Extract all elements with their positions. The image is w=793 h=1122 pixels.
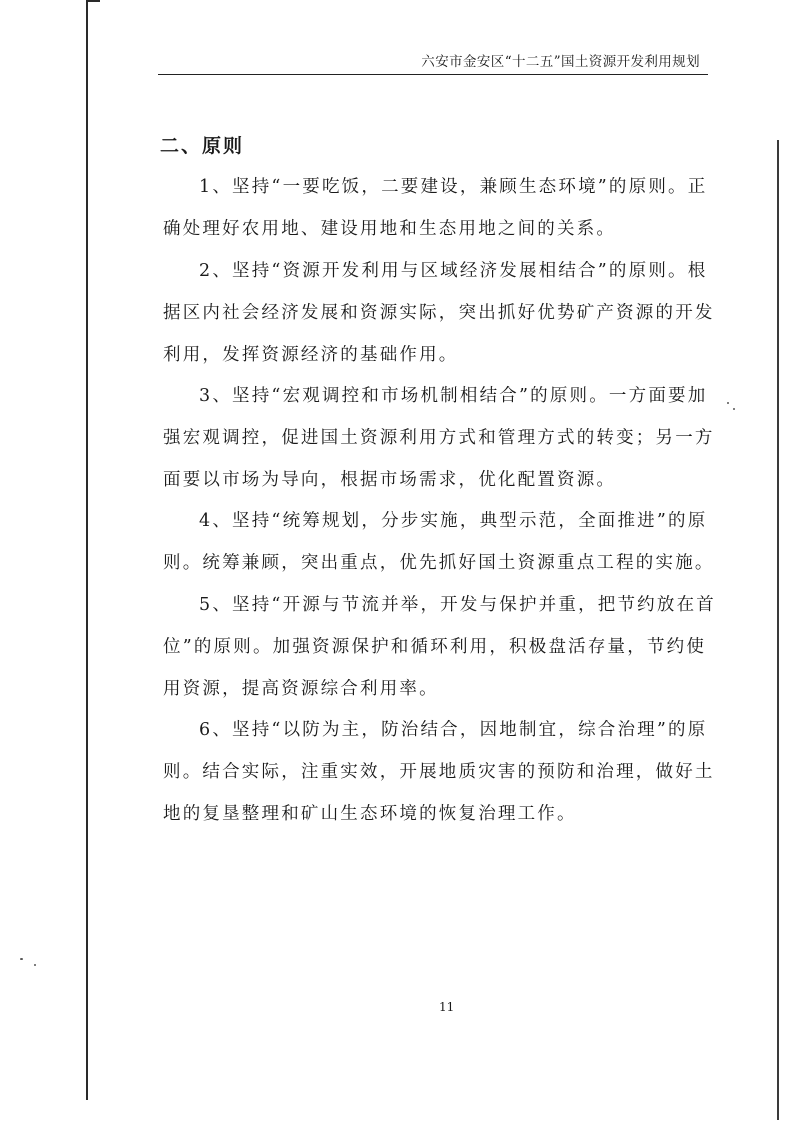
principle-line: 2、坚持“资源开发利用与区域经济发展相结合”的原则。根 xyxy=(199,261,708,281)
principle-line: 4、坚持“统筹规划，分步实施，典型示范，全面推进”的原 xyxy=(199,511,708,531)
principle-line: 据区内社会经济发展和资源实际，突出抓好优势矿产资源的开发 xyxy=(163,303,715,323)
scan-edge-left xyxy=(86,0,88,1100)
scan-speck xyxy=(20,958,23,960)
principle-2 xyxy=(163,250,715,376)
page-number: 11 xyxy=(439,1000,455,1014)
scan-edge-left-top xyxy=(86,0,100,2)
principle-line: 则。统筹兼顾，突出重点，优先抓好国土资源重点工程的实施。 xyxy=(163,553,715,573)
principle-line: 确处理好农用地、建设用地和生态用地之间的关系。 xyxy=(163,219,617,239)
principle-line: 地的复垦整理和矿山生态环境的恢复治理工作。 xyxy=(163,804,577,824)
principle-5 xyxy=(163,584,716,710)
principle-line: 利用，发挥资源经济的基础作用。 xyxy=(163,345,459,365)
principle-line: 6、坚持“以防为主，防治结合，因地制宜，综合治理”的原 xyxy=(199,720,708,740)
principle-line: 则。结合实际，注重实效，开展地质灾害的预防和治理，做好土 xyxy=(163,762,715,782)
principle-4 xyxy=(163,500,715,584)
scan-edge-right xyxy=(777,140,779,1120)
principle-line: 用资源，提高资源综合利用率。 xyxy=(163,679,439,699)
principle-1 xyxy=(163,166,707,250)
scan-speck xyxy=(727,402,729,404)
principle-3 xyxy=(163,375,715,501)
scan-speck xyxy=(34,964,36,966)
principle-line: 3、坚持“宏观调控和市场机制相结合”的原则。一方面要加 xyxy=(199,386,708,406)
scan-speck xyxy=(733,408,735,410)
principle-line: 位”的原则。加强资源保护和循环利用，积极盘活存量，节约使 xyxy=(163,637,707,657)
running-header xyxy=(158,50,708,75)
principle-6 xyxy=(163,709,715,835)
principle-line: 强宏观调控，促进国土资源利用方式和管理方式的转变；另一方 xyxy=(163,428,715,448)
document-header-title: 六安市金安区“十二五”国土资源开发利用规划 xyxy=(421,54,700,70)
principle-line: 1、坚持“一要吃饭，二要建设，兼顾生态环境”的原则。正 xyxy=(199,177,708,197)
section-heading: 二、原则 xyxy=(160,135,245,157)
principle-line: 5、坚持“开源与节流并举，开发与保护并重，把节约放在首 xyxy=(199,595,716,615)
principle-line: 面要以市场为导向，根据市场需求，优化配置资源。 xyxy=(163,470,617,490)
